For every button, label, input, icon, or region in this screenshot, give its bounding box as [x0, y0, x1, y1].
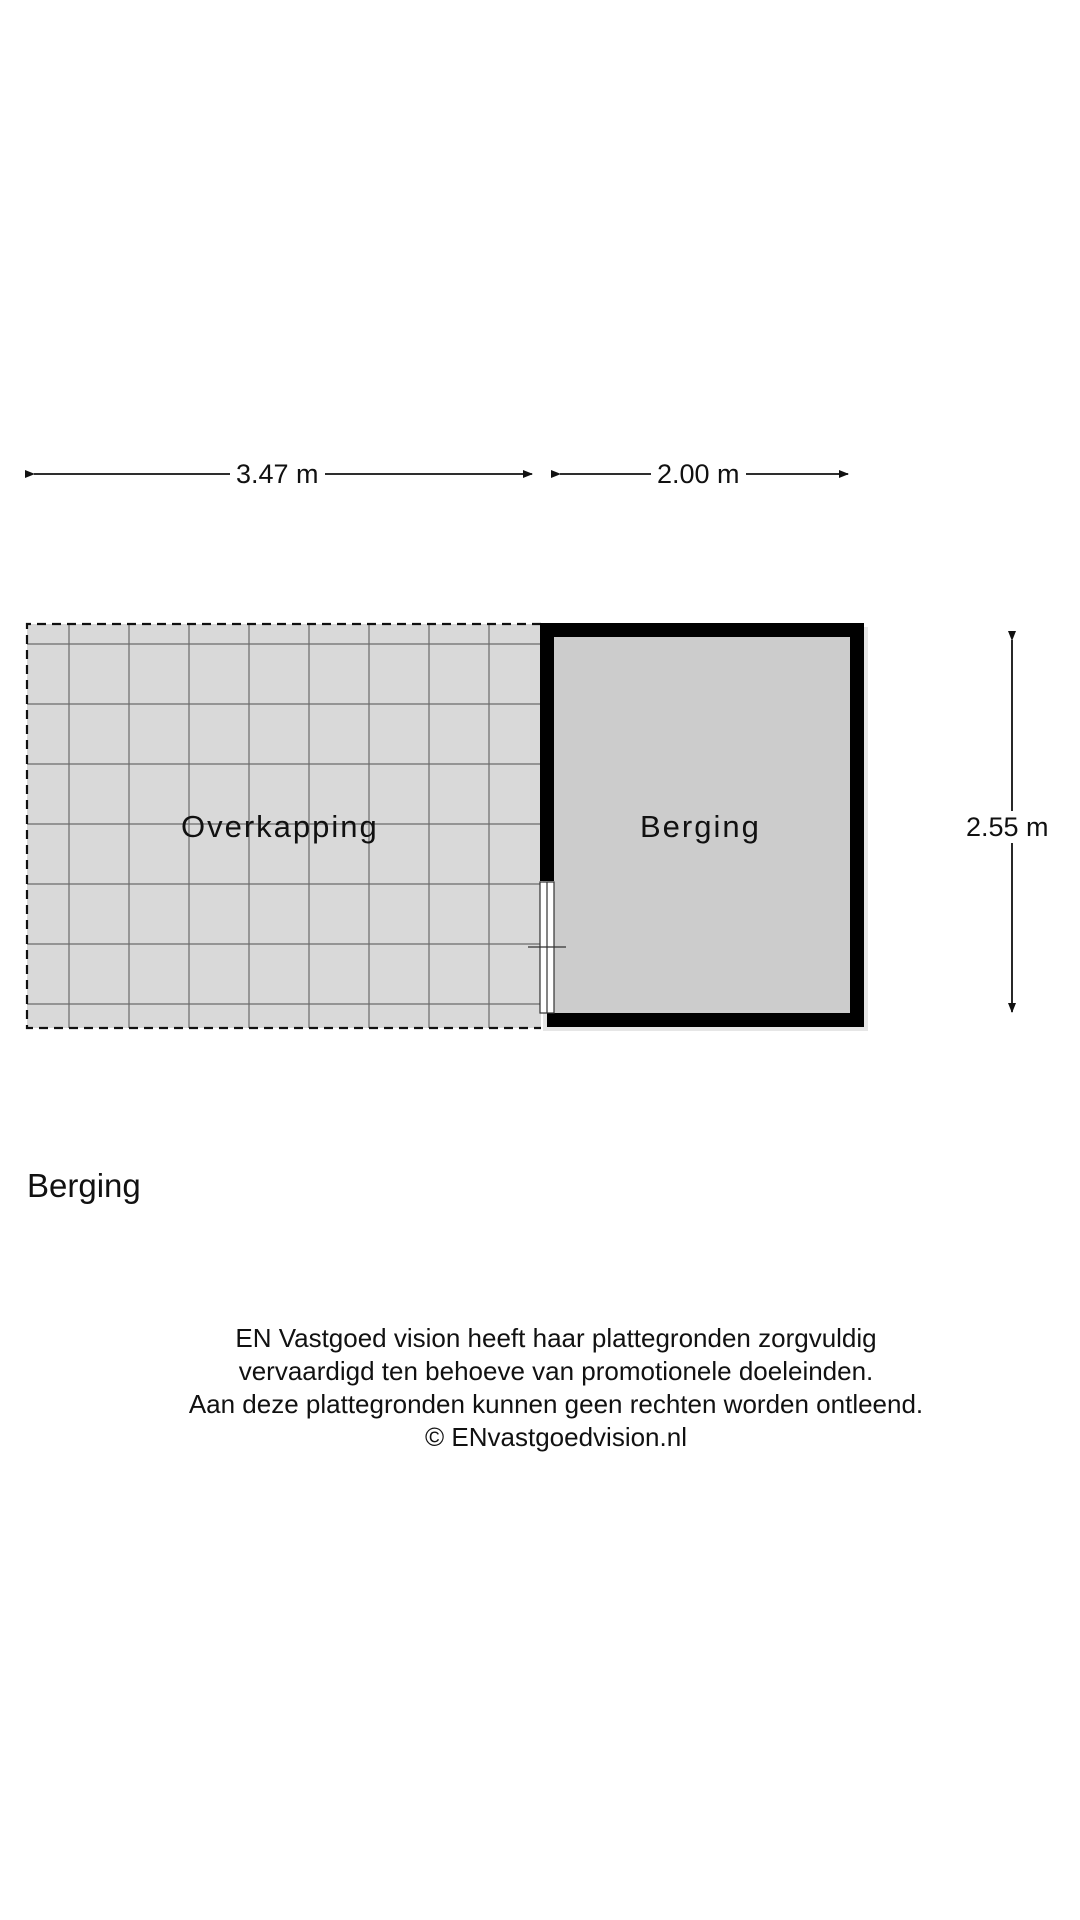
disclaimer-copyright: © ENvastgoedvision.nl — [425, 1422, 687, 1452]
dimension-label-height: 2.55 m — [960, 811, 1055, 843]
dimension-label-berging-width: 2.00 m — [651, 458, 746, 490]
disclaimer-line-2: vervaardigd ten behoeve van promotionele doeleinden. — [238, 1356, 874, 1386]
disclaimer-line-1: EN Vastgoed vision heeft haar plattegronden zorgvuldig — [235, 1323, 877, 1353]
disclaimer-line-3: Aan deze plattegronden kunnen geen rechten worden ontleend. — [188, 1389, 924, 1419]
room-label-berging: Berging — [640, 809, 761, 844]
room-label-overkapping: Overkapping — [181, 809, 379, 844]
floor-title: Berging — [27, 1167, 141, 1204]
disclaimer — [0, 1322, 1080, 1454]
dimension-label-overkapping-width: 3.47 m — [230, 458, 325, 490]
